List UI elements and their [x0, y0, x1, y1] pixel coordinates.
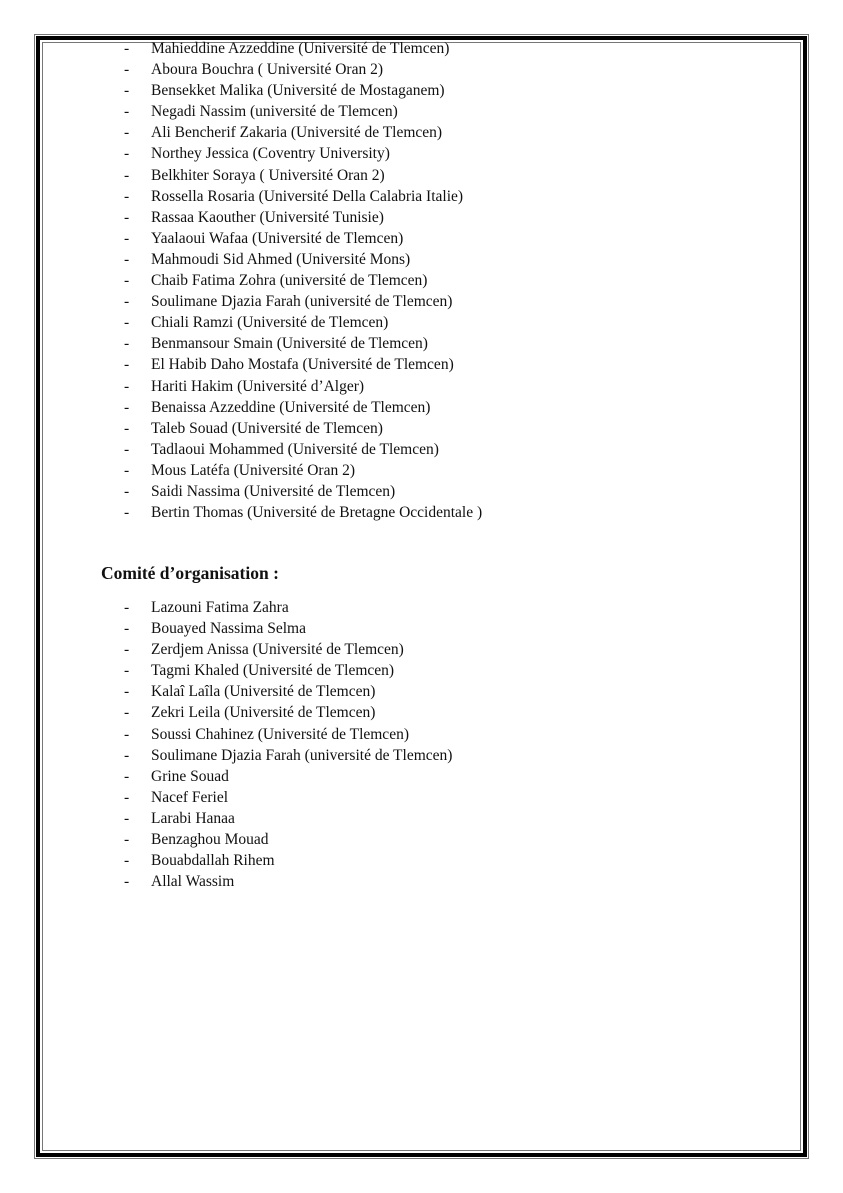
member-name: Benmansour Smain (Université de Tlemcen)	[151, 335, 428, 353]
list-item	[124, 354, 482, 375]
list-item	[124, 270, 482, 291]
list-item	[124, 228, 482, 249]
member-name: Yaalaoui Wafaa (Université de Tlemcen)	[151, 229, 404, 247]
list-item	[124, 481, 482, 502]
dash-bullet-icon: -	[124, 852, 130, 870]
list-item	[124, 787, 452, 808]
member-name: Rassaa Kaouther (Université Tunisie)	[151, 208, 384, 226]
dash-bullet-icon: -	[124, 662, 130, 680]
list-item	[124, 165, 482, 186]
dash-bullet-icon: -	[124, 831, 130, 849]
list-item	[124, 418, 482, 439]
member-name: Northey Jessica (Coventry University)	[151, 145, 390, 163]
member-name: Soulimane Djazia Farah (université de Tlemcen)	[151, 746, 453, 764]
member-name: Nacef Feriel	[151, 788, 229, 806]
member-name: Benaissa Azzeddine (Université de Tlemcen)	[151, 398, 431, 416]
dash-bullet-icon: -	[124, 398, 130, 416]
member-name: Tagmi Khaled (Université de Tlemcen)	[151, 662, 395, 680]
dash-bullet-icon: -	[124, 250, 130, 268]
dash-bullet-icon: -	[124, 208, 130, 226]
list-item	[124, 291, 482, 312]
list-item	[124, 597, 452, 618]
member-name: Mahieddine Azzeddine (Université de Tlemcen)	[151, 40, 450, 57]
list-item	[124, 618, 452, 639]
list-item	[124, 397, 482, 418]
dash-bullet-icon: -	[124, 788, 130, 806]
dash-bullet-icon: -	[124, 767, 130, 785]
member-name: Rossella Rosaria (Université Della Calabria Italie)	[151, 187, 464, 205]
list-item	[124, 249, 482, 270]
dash-bullet-icon: -	[124, 725, 130, 743]
list-item	[124, 312, 482, 333]
list-item	[124, 724, 452, 745]
member-name: Mous Latéfa (Université Oran 2)	[151, 461, 356, 479]
list-item	[124, 660, 452, 681]
member-name: Soussi Chahinez (Université de Tlemcen)	[151, 725, 409, 743]
dash-bullet-icon: -	[124, 746, 130, 764]
list-item	[124, 186, 482, 207]
member-name: Allal Wassim	[151, 873, 235, 891]
dash-bullet-icon: -	[124, 166, 130, 184]
dash-bullet-icon: -	[124, 61, 130, 79]
dash-bullet-icon: -	[124, 272, 130, 290]
scientific-committee-list	[124, 38, 482, 523]
list-item	[124, 439, 482, 460]
member-name: Taleb Souad (Université de Tlemcen)	[151, 419, 383, 437]
member-name: Zekri Leila (Université de Tlemcen)	[151, 704, 376, 722]
list-item	[124, 502, 482, 523]
member-name: Zerdjem Anissa (Université de Tlemcen)	[151, 641, 404, 659]
dash-bullet-icon: -	[124, 620, 130, 638]
dash-bullet-icon: -	[124, 482, 130, 500]
member-name: Bensekket Malika (Université de Mostaganem)	[151, 82, 445, 100]
member-name: Tadlaoui Mohammed (Université de Tlemcen)	[151, 440, 439, 458]
dash-bullet-icon: -	[124, 599, 130, 616]
dash-bullet-icon: -	[124, 145, 130, 163]
organisation-committee-heading: Comité d’organisation :	[101, 563, 279, 583]
dash-bullet-icon: -	[124, 641, 130, 659]
member-name: Bertin Thomas (Université de Bretagne Occidentale )	[151, 504, 483, 522]
dash-bullet-icon: -	[124, 440, 130, 458]
dash-bullet-icon: -	[124, 873, 130, 891]
list-item	[124, 80, 482, 101]
dash-bullet-icon: -	[124, 40, 130, 57]
member-name: Chaib Fatima Zohra (université de Tlemcen)	[151, 272, 428, 290]
member-name: Soulimane Djazia Farah (université de Tlemcen)	[151, 293, 453, 311]
list-item	[124, 207, 482, 228]
dash-bullet-icon: -	[124, 82, 130, 100]
member-name: Benzaghou Mouad	[151, 831, 269, 849]
dash-bullet-icon: -	[124, 419, 130, 437]
list-item	[124, 333, 482, 354]
list-item	[124, 59, 482, 80]
member-name: Aboura Bouchra ( Université Oran 2)	[151, 61, 383, 79]
organisation-committee-list	[124, 597, 452, 892]
list-item	[124, 143, 482, 164]
list-item	[124, 460, 482, 481]
member-name: Mahmoudi Sid Ahmed (Université Mons)	[151, 250, 411, 268]
dash-bullet-icon: -	[124, 356, 130, 374]
list-item	[124, 745, 452, 766]
member-name: Chiali Ramzi (Université de Tlemcen)	[151, 314, 389, 332]
dash-bullet-icon: -	[124, 314, 130, 332]
list-item	[124, 766, 452, 787]
member-name: Negadi Nassim (université de Tlemcen)	[151, 103, 398, 121]
member-name: Kalaî Laîla (Université de Tlemcen)	[151, 683, 376, 701]
dash-bullet-icon: -	[124, 504, 130, 522]
list-item	[124, 808, 452, 829]
member-name: Saidi Nassima (Université de Tlemcen)	[151, 482, 396, 500]
member-name: Hariti Hakim (Université d’Alger)	[151, 377, 365, 395]
member-name: Bouabdallah Rihem	[151, 852, 275, 870]
list-item	[124, 122, 482, 143]
member-name: Grine Souad	[151, 767, 229, 785]
dash-bullet-icon: -	[124, 683, 130, 701]
list-item	[124, 702, 452, 723]
dash-bullet-icon: -	[124, 377, 130, 395]
member-name: Belkhiter Soraya ( Université Oran 2)	[151, 166, 385, 184]
member-name: Bouayed Nassima Selma	[151, 620, 306, 638]
dash-bullet-icon: -	[124, 293, 130, 311]
dash-bullet-icon: -	[124, 704, 130, 722]
list-item	[124, 101, 482, 122]
dash-bullet-icon: -	[124, 229, 130, 247]
list-item	[124, 829, 452, 850]
dash-bullet-icon: -	[124, 461, 130, 479]
list-item	[124, 871, 452, 892]
dash-bullet-icon: -	[124, 124, 130, 142]
member-name: Larabi Hanaa	[151, 809, 235, 827]
dash-bullet-icon: -	[124, 103, 130, 121]
member-name: Ali Bencherif Zakaria (Université de Tlemcen)	[151, 124, 443, 142]
list-item	[124, 681, 452, 702]
dash-bullet-icon: -	[124, 809, 130, 827]
list-item	[124, 850, 452, 871]
member-name: Lazouni Fatima Zahra	[151, 599, 289, 616]
member-name: El Habib Daho Mostafa (Université de Tlemcen)	[151, 356, 454, 374]
dash-bullet-icon: -	[124, 335, 130, 353]
list-item	[124, 38, 482, 59]
list-item	[124, 639, 452, 660]
dash-bullet-icon: -	[124, 187, 130, 205]
list-item	[124, 376, 482, 397]
